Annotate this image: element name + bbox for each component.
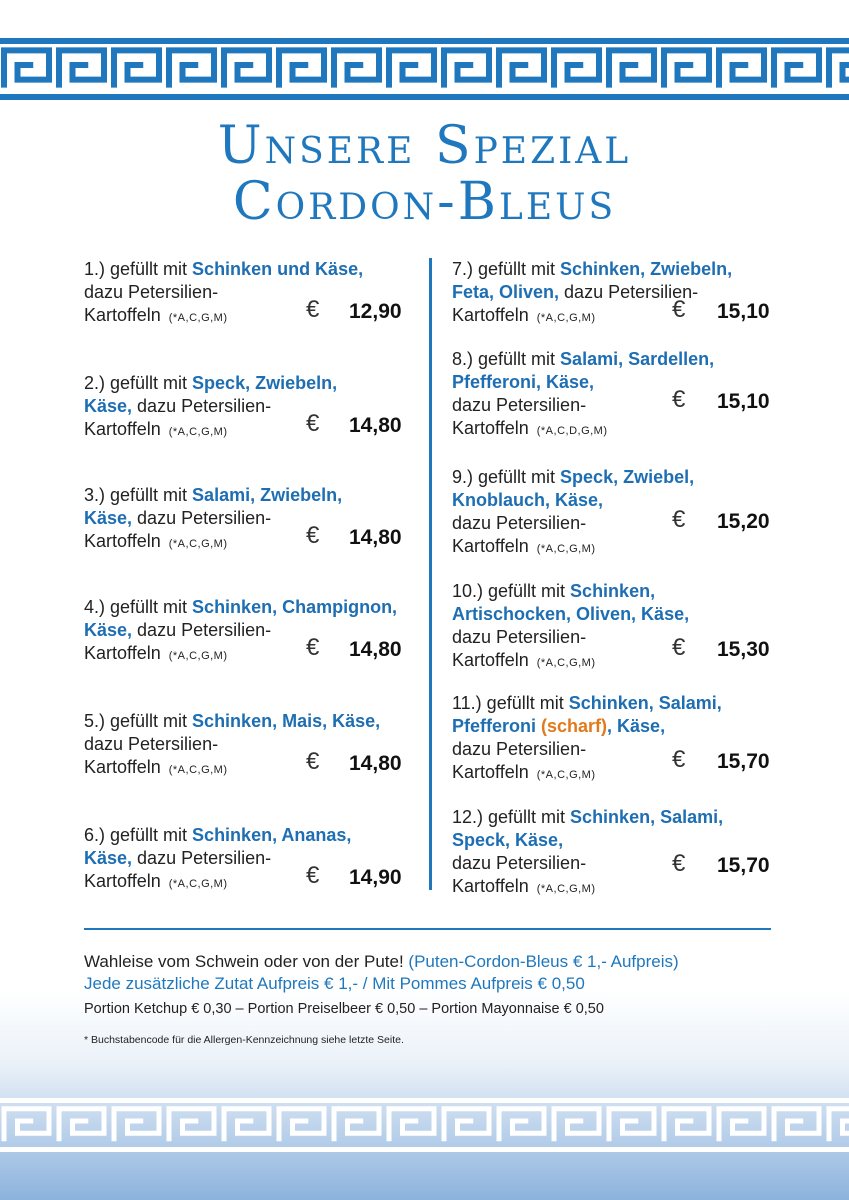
meander-segment (719, 1109, 764, 1141)
allergen-code: (*A,C,G,M) (536, 657, 596, 669)
item-intro: 11.) gefüllt mit (452, 693, 569, 713)
item-price: 14,80 (349, 526, 402, 549)
item-fillings-2: Knoblauch, Käse, (452, 490, 604, 510)
menu-item-6 (84, 824, 424, 896)
item-fillings: Schinken, (570, 581, 656, 601)
item-fillings: Speck, Zwiebel, (560, 467, 695, 487)
meander-segment (389, 1109, 434, 1141)
euro-symbol: € (306, 296, 320, 323)
allergen-code: (*A,C,G,M) (168, 538, 228, 550)
allergen-code: (*A,C,D,G,M) (536, 425, 608, 437)
item-intro: 6.) gefüllt mit (84, 825, 193, 845)
menu-item-4 (84, 596, 424, 668)
item-intro: 1.) gefüllt mit (84, 259, 193, 279)
page-title (0, 118, 849, 230)
footer-surcharges: Jede zusätzliche Zutat Aufpreis € 1,- / Mit Pommes Aufpreis € 0,50 (84, 974, 585, 993)
item-intro: 7.) gefüllt mit (452, 259, 561, 279)
meander-segment (774, 1109, 819, 1141)
meander-segment (114, 50, 159, 87)
column-divider (429, 258, 432, 890)
allergen-code: (*A,C,G,M) (168, 878, 228, 890)
meander-segment (169, 50, 214, 87)
item-line3-pre: dazu Petersilien- (452, 739, 587, 759)
meander-segment (499, 50, 544, 87)
greek-meander-border-bottom (0, 1098, 849, 1152)
item-fillings: Speck, Zwiebeln, (192, 373, 338, 393)
meander-segment (389, 50, 434, 87)
item-fillings: Schinken, Salami, (568, 693, 722, 713)
item-price: 15,20 (717, 510, 770, 533)
item-fillings-3: , Käse, (607, 716, 666, 736)
euro-symbol: € (306, 522, 320, 549)
meander-segment (114, 1109, 159, 1141)
menu-item-11 (452, 692, 782, 787)
item-intro: 9.) gefüllt mit (452, 467, 561, 487)
footer-allergen-note: * Buchstabencode für die Allergen-Kennzeichnung siehe letzte Seite. (84, 1034, 404, 1046)
item-fillings: Schinken, Ananas, (192, 825, 352, 845)
meander-segment (279, 50, 324, 87)
item-price: 12,90 (349, 300, 402, 323)
meander-segment (609, 1109, 654, 1141)
meander-segment (774, 50, 819, 87)
meander-segment (664, 50, 709, 87)
item-intro: 3.) gefüllt mit (84, 485, 193, 505)
meander-segment (444, 50, 489, 87)
item-line2: dazu Petersilien- (132, 848, 272, 868)
footer-sauces: Portion Ketchup € 0,30 – Portion Preiselbeer € 0,50 – Portion Mayonnaise € 0,50 (84, 1001, 604, 1017)
spicy-label: (scharf) (541, 716, 608, 736)
item-fillings-2: Pfefferoni (452, 716, 542, 736)
item-line2: dazu Petersilien- (132, 620, 272, 640)
euro-symbol: € (306, 634, 320, 661)
meander-segment (664, 1109, 709, 1141)
item-price: 14,90 (349, 866, 402, 889)
item-line3: Kartoffeln (84, 531, 161, 551)
item-line2: dazu Petersilien- (84, 282, 219, 302)
item-line3: Kartoffeln (452, 305, 529, 325)
item-intro: 2.) gefüllt mit (84, 373, 193, 393)
item-price: 15,70 (717, 854, 770, 877)
item-fillings: Schinken, Mais, Käse, (192, 711, 381, 731)
item-intro: 8.) gefüllt mit (452, 349, 561, 369)
item-price: 15,10 (717, 300, 770, 323)
euro-symbol: € (672, 850, 686, 877)
meander-segment (169, 1109, 214, 1141)
footer-meat-text: Wahleise vom Schwein oder von der Pute! (84, 952, 404, 971)
allergen-code: (*A,C,G,M) (536, 312, 596, 324)
item-fillings-2: Speck, Käse, (452, 830, 564, 850)
item-line2: dazu Petersilien- (132, 396, 272, 416)
item-line3: Kartoffeln (84, 871, 161, 891)
allergen-code: (*A,C,G,M) (168, 426, 228, 438)
item-line3: Kartoffeln (452, 762, 529, 782)
meander-segment (334, 50, 379, 87)
item-fillings-2: Feta, Oliven, (452, 282, 560, 302)
euro-symbol: € (306, 862, 320, 889)
meander-segment (444, 1109, 489, 1141)
item-line3: Kartoffeln (84, 419, 161, 439)
item-intro: 12.) gefüllt mit (452, 807, 571, 827)
item-line3: Kartoffeln (452, 536, 529, 556)
meander-segment (554, 1109, 599, 1141)
allergen-code: (*A,C,G,M) (536, 769, 596, 781)
meander-segment (609, 50, 654, 87)
item-fillings-2: Pfefferoni, Käse, (452, 372, 595, 392)
euro-symbol: € (672, 506, 686, 533)
item-price: 14,80 (349, 638, 402, 661)
euro-symbol: € (306, 410, 320, 437)
item-fillings: Salami, Zwiebeln, (192, 485, 343, 505)
menu-item-2 (84, 372, 424, 444)
footer-turkey-surcharge: (Puten-Cordon-Bleus € 1,- Aufpreis) (403, 952, 679, 971)
euro-symbol: € (306, 748, 320, 775)
meander-segment (224, 50, 269, 87)
item-line2: dazu Petersilien- (559, 282, 699, 302)
item-line3: Kartoffeln (84, 643, 161, 663)
item-fillings-2: Käse, (84, 508, 133, 528)
allergen-code: (*A,C,G,M) (168, 312, 228, 324)
allergen-code: (*A,C,G,M) (536, 883, 596, 895)
item-fillings: Schinken, Champignon, (192, 597, 398, 617)
item-fillings-2: Käse, (84, 848, 133, 868)
meander-segment (499, 1109, 544, 1141)
meander-segment (829, 50, 849, 87)
item-fillings: Schinken und Käse, (192, 259, 364, 279)
item-line3: Kartoffeln (452, 876, 529, 896)
euro-symbol: € (672, 386, 686, 413)
item-line3: Kartoffeln (84, 757, 161, 777)
item-line3-pre: dazu Petersilien- (452, 853, 587, 873)
meander-segment (4, 1109, 49, 1141)
menu-item-10 (452, 580, 782, 675)
title-line-2: Cordon-Bleus (232, 172, 617, 232)
item-line3: Kartoffeln (84, 305, 161, 325)
menu-item-1 (84, 258, 424, 330)
menu-item-12 (452, 806, 782, 901)
euro-symbol: € (672, 634, 686, 661)
item-price: 14,80 (349, 414, 402, 437)
item-line3-pre: dazu Petersilien- (452, 513, 587, 533)
item-line2: dazu Petersilien- (132, 508, 272, 528)
item-price: 15,70 (717, 750, 770, 773)
item-fillings-2: Käse, (84, 620, 133, 640)
allergen-code: (*A,C,G,M) (168, 650, 228, 662)
euro-symbol: € (672, 296, 686, 323)
footer-meat-choice (84, 952, 804, 972)
allergen-code: (*A,C,G,M) (168, 764, 228, 776)
item-intro: 5.) gefüllt mit (84, 711, 193, 731)
item-line3: Kartoffeln (452, 418, 529, 438)
menu-item-7 (452, 258, 782, 330)
greek-columns-background (0, 990, 849, 1200)
item-fillings: Salami, Sardellen, (560, 349, 715, 369)
menu-item-8 (452, 348, 782, 443)
meander-segment (829, 1109, 849, 1141)
meander-segment (59, 50, 104, 87)
item-intro: 10.) gefüllt mit (452, 581, 571, 601)
meander-segment (4, 50, 49, 87)
meander-segment (59, 1109, 104, 1141)
item-fillings: Schinken, Zwiebeln, (560, 259, 733, 279)
menu-item-9 (452, 466, 782, 561)
item-line2: dazu Petersilien- (84, 734, 219, 754)
greek-meander-border-top (0, 38, 849, 100)
menu-item-3 (84, 484, 424, 556)
item-fillings: Schinken, Salami, (570, 807, 724, 827)
meander-segment (224, 1109, 269, 1141)
meander-segment (554, 50, 599, 87)
item-line3-pre: dazu Petersilien- (452, 627, 587, 647)
euro-symbol: € (672, 746, 686, 773)
meander-segment (334, 1109, 379, 1141)
item-line3: Kartoffeln (452, 650, 529, 670)
item-price: 14,80 (349, 752, 402, 775)
item-price: 15,10 (717, 390, 770, 413)
meander-segment (279, 1109, 324, 1141)
item-line3-pre: dazu Petersilien- (452, 395, 587, 415)
item-fillings-2: Artischocken, Oliven, Käse, (452, 604, 690, 624)
allergen-code: (*A,C,G,M) (536, 543, 596, 555)
item-price: 15,30 (717, 638, 770, 661)
meander-segment (719, 50, 764, 87)
menu-item-5 (84, 710, 424, 782)
title-line-1: Unsere Spezial (217, 116, 632, 176)
footer-divider (84, 928, 771, 930)
item-fillings-2: Käse, (84, 396, 133, 416)
item-intro: 4.) gefüllt mit (84, 597, 193, 617)
